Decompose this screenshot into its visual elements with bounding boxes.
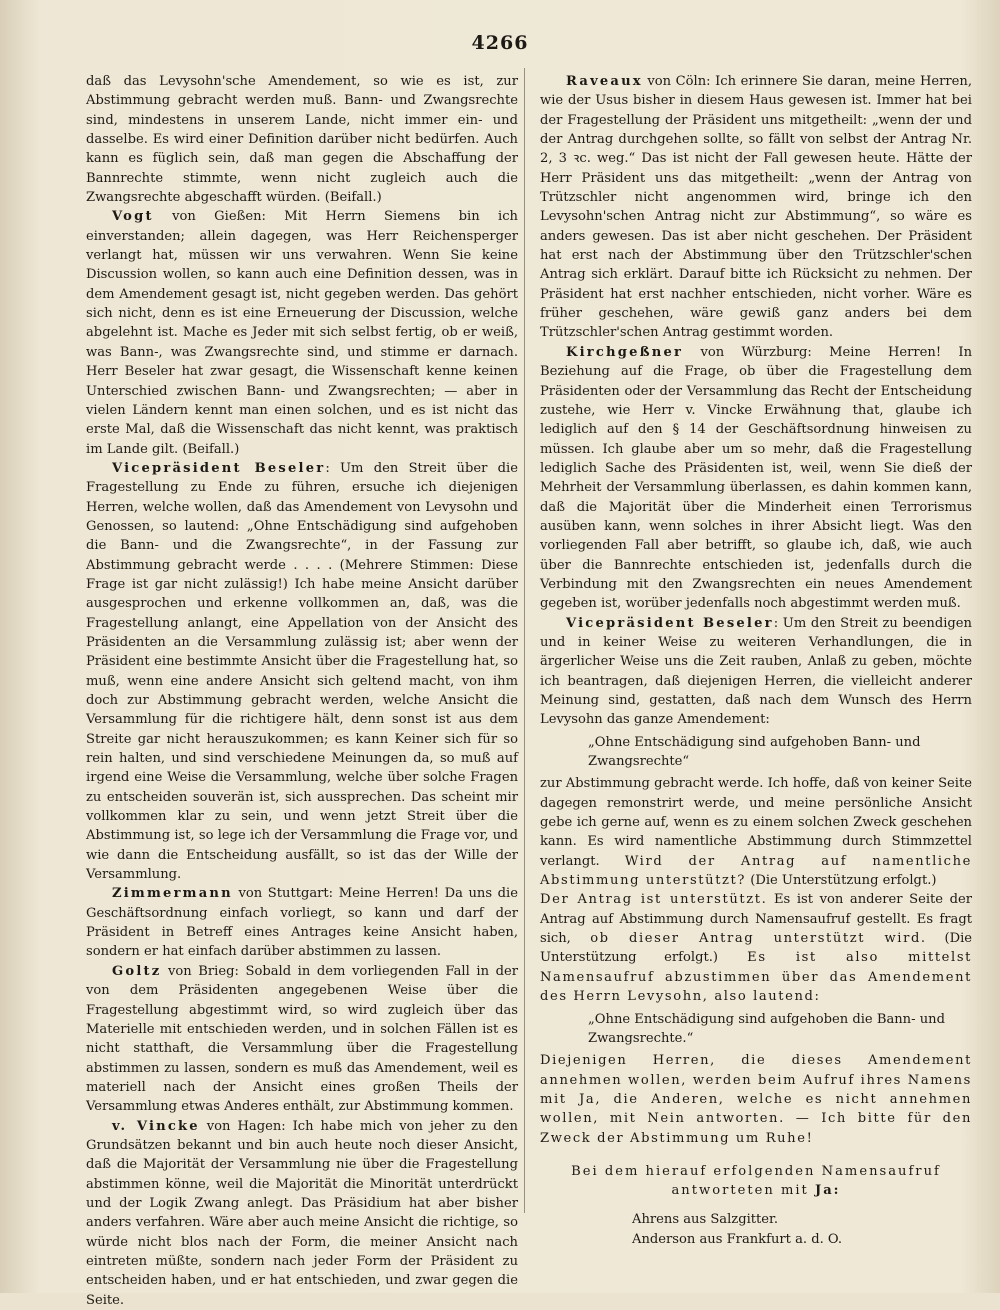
right-column — [540, 72, 972, 1250]
paragraph: Vogt von Gießen: Mit Herrn Siemens bin ich einverstanden; allein dagegen, was Herr Reichensperger verlangt hat, müssen wir uns verwahren. Wenn Sie keine Discussion wollen, so kann auch eine Definition dessen, was in dem Amendement gesagt ist, nicht gegeben werden. Das gehört sich nicht, denn es ist eine Erneuerung der Discussion, welche abgelehnt ist. Mache es Jeder mit sich selbst fertig, ob er weiß, was Bann-, was Zwangsrechte sind, und stimme er darnach. Herr Beseler hat zwar gesagt, die Wissenschaft kenne keinen Unterschied zwischen Bann- und Zwangsrechten; — aber in vielen Ländern kennt man einen solchen, und es ist nicht das erste Mal, daß die Wissenschaft das nicht kennt, was praktisch im Lande gilt. (Beifall.) — [86, 209, 518, 457]
paragraph: zur Abstimmung gebracht werde. Ich hoffe, daß von keiner Seite dagegen remonstrirt werde, und meine persönliche Ansicht gebe ich gerne auf, wenn es zu einem solchen Zweck geschehen kann. Es wird namentliche Abstimmung durch Stimmzettel verlangt. Wird der Antrag auf namentliche Abstimmung unterstützt? (Die Unterstützung erfolgt.) — [540, 776, 972, 889]
paragraph: Vicepräsident Beseler: Um den Streit über die Fragestellung zu Ende zu führen, ersuche ich diejenigen Herren, welche wollen, daß das Amendement von Levysohn und Genossen, so lautend: „Ohne Entschädigung sind aufgehoben die Bann- und die Zwangsrechte“, in der Fassung zur Abstimmung gebracht werde . . . . (Mehrere Stimmen: Diese Frage ist gar nicht zulässig!) Ich habe meine Ansicht darüber ausgesprochen und erkenne vollkommen an, daß, was die Fragestellung anlangt, eine Appellation von der Ansicht des Präsidenten an die Versammlung zulässig ist; aber wenn der Präsident eine bestimmte Ansicht über die Fragestellung hat, so muß, wenn eine andere Ansicht sich geltend macht, von ihm doch zur Abstimmung gebracht werden, welche Ansicht die Versammlung für die richtigere hält, denn sonst ist aus dem Streite gar nicht herauszukommen; es kann Keiner sich für so rein halten, und sind verschiedene Meinungen da, so muß auf irgend eine Weise die Versammlung, welche über solche Fragen zu entscheiden souverän ist, sich aussprechen. Das scheint mir vollkommen klar zu sein, und wenn jetzt Streit über die Abstimmung ist, so lege ich der Versammlung die Frage vor, und wie dann die Entscheidung ausfällt, so ist das der Wille der Versammlung. — [86, 460, 518, 883]
paragraph: Kirchgeßner von Würzburg: Meine Herren! In Beziehung auf die Frage, ob über die Fragestellung dem Präsidenten oder der Versammlung das Recht der Entscheidung zustehe, wie Herr v. Vincke Erwähnung that, glaube ich lediglich auf den § 14 der Geschäftsordnung hinweisen zu müssen. Ich glaube aber um so mehr, daß die Fragestellung lediglich Sache des Präsidenten ist, weil, wenn Sie dieß der Mehrheit der Versammlung überlassen, es dahin kommen kann, daß die Majorität über die Minderheit einen Terrorismus ausüben kann, wenn solches in ihrer Absicht liegt. Was den vorliegenden Fall aber betrifft, so glaube ich, daß, wie auch über die Bannrechte entschieden ist, jedenfalls durch die Verbindung mit den Zwangsrechten ein neues Amendement gegeben ist, worüber jedenfalls noch abgestimmt werden muß. — [540, 344, 972, 612]
roll-call-heading: Bei dem hierauf erfolgenden Namensaufruf antworteten mit Ja: — [571, 1163, 941, 1198]
speaker-name: v. Vincke — [112, 1118, 200, 1134]
speaker-name: Vogt — [112, 209, 154, 225]
paragraph: Vicepräsident Beseler: Um den Streit zu beendigen und in keiner Weise zu weiteren Verhandlungen, die in ärgerlicher Weise uns die Zeit rauben, Anlaß zu geben, möchte ich beantragen, daß diejenigen Herren, die vielleicht anderer Meinung sind, gestatten, daß nach dem Wunsch des Herrn Levysohn das ganze Amendement: — [540, 615, 972, 728]
speaker-name: Goltz — [112, 963, 162, 979]
speaker-name: Zimmermann — [112, 886, 233, 902]
name-entry: Ahrens aus Salzgitter. — [632, 1211, 779, 1227]
amendment-quote: „Ohne Entschädigung sind aufgehoben Bann- und Zwangsrechte“ — [588, 734, 921, 770]
paragraph: Raveaux von Cöln: Ich erinnere Sie daran, meine Herren, wie der Usus bisher in diesem Haus gewesen ist. Immer hat bei der Fragestellung der Präsident uns mitgetheilt: „wenn der und der Antrag durchgehen sollte, so fällt von selbst der Antrag Nr. 2, 3 ꝛc. weg.“ Das ist nicht der Fall gewesen heute. Hätte der Herr Präsident uns das mitgetheilt: „wenn der Antrag von Trützschler nicht angenommen wird, bringe ich den Levysohn'schen Antrag nicht zur Abstimmung“, so wäre es anders gewesen. Das ist aber nicht geschehen. Der Präsident hat erst nach der Abstimmung über den Trützschler'schen Antrag sich erklärt. Darauf bitte ich Rücksicht zu nehmen. Der Präsident hat erst nachher entschieden, nicht vorher. Wäre es früher geschehen, wäre gewiß ganz anders bei dem Trützschler'schen Antrag gestimmt worden. — [540, 74, 972, 341]
speaker-name: Vicepräsident Beseler — [566, 615, 774, 631]
paragraph: Der Antrag ist unterstützt. Es ist von anderer Seite der Antrag auf Abstimmung durch Namensaufruf gestellt. Es fragt sich, ob dieser Antrag unterstützt wird. (Die Unterstützung erfolgt.) Es ist also mittelst Namensaufruf abzustimmen über das Amendement des Herrn Levysohn, also lautend: — [540, 892, 973, 1005]
name-entry: Anderson aus Frankfurt a. d. O. — [632, 1231, 843, 1247]
paragraph: daß das Levysohn'sche Amendement, so wie es ist, zur Abstimmung gebracht werden muß. Bann- und Zwangsrechte sind, mindestens in unserem Lande, nicht immer ein- und dasselbe. Es wird einer Definition darüber nicht bedürfen. Auch kann es füglich sein, daß man gegen die Abschaffung der Bannrechte stimmte, wenn nicht zugleich auch die Zwangsrechte abgeschafft würden. (Beifall.) — [86, 74, 518, 206]
roll-call-names — [632, 1210, 972, 1250]
paragraph: Zimmermann von Stuttgart: Meine Herren! Da uns die Geschäftsordnung einfach vorliegt, so kann und darf der Präsident in Betreff eines Antrages keine Ansicht haben, sondern er hat einfach darüber abstimmen zu lassen. — [86, 886, 518, 960]
column-divider — [524, 68, 525, 1213]
amendment-quote: „Ohne Entschädigung sind aufgehoben die Bann- und Zwangsrechte.“ — [588, 1011, 945, 1046]
paragraph: v. Vincke von Hagen: Ich habe mich von jeher zu den Grundsätzen bekannt und bin auch heute noch dieser Ansicht, daß die Majorität der Versammlung nie über die Fragestellung abstimmen könne, weil die Majorität die Minorität unterdrückt und der Logik Zwang anlegt. Das Präsidium hat aber bisher anders verfahren. Wäre aber auch meine Ansicht die richtige, so würde nicht blos nach der Form, die meiner Ansicht nach eintreten müßte, sondern nach jeder Form der Präsident zu entscheiden haben, und er hat entschieden, und zwar gegen die Seite. — [86, 1118, 518, 1308]
paragraph: Diejenigen Herren, die dieses Amendement annehmen wollen, werden beim Aufruf ihres Namens mit Ja, die Anderen, welche es nicht annehmen wollen, mit Nein antworten. — Ich bitte für den Zweck der Abstimmung um Ruhe! — [540, 1053, 972, 1146]
ja-label: Ja: — [815, 1182, 841, 1198]
page-number: 4266 — [471, 32, 529, 54]
speaker-name: Vicepräsident Beseler — [112, 460, 326, 476]
speaker-name: Kirchgeßner — [566, 344, 684, 360]
left-column — [86, 72, 518, 1310]
speaker-name: Raveaux — [566, 74, 643, 89]
paragraph: Goltz von Brieg: Sobald in dem vorliegenden Fall in der von dem Präsidenten angegebenen Weise über die Fragestellung abgestimmt wird, so wird zugleich über das Materielle mit entschieden werden, und in solchen Fällen ist es nicht statthaft, die Versammlung über die Fragestellung abstimmen zu lassen, sondern es muß das Amendement, weil es materiell nach der Ansicht eines großen Theils der Versammlung etwas Anderes enthält, zur Abstimmung kommen. — [86, 963, 518, 1115]
